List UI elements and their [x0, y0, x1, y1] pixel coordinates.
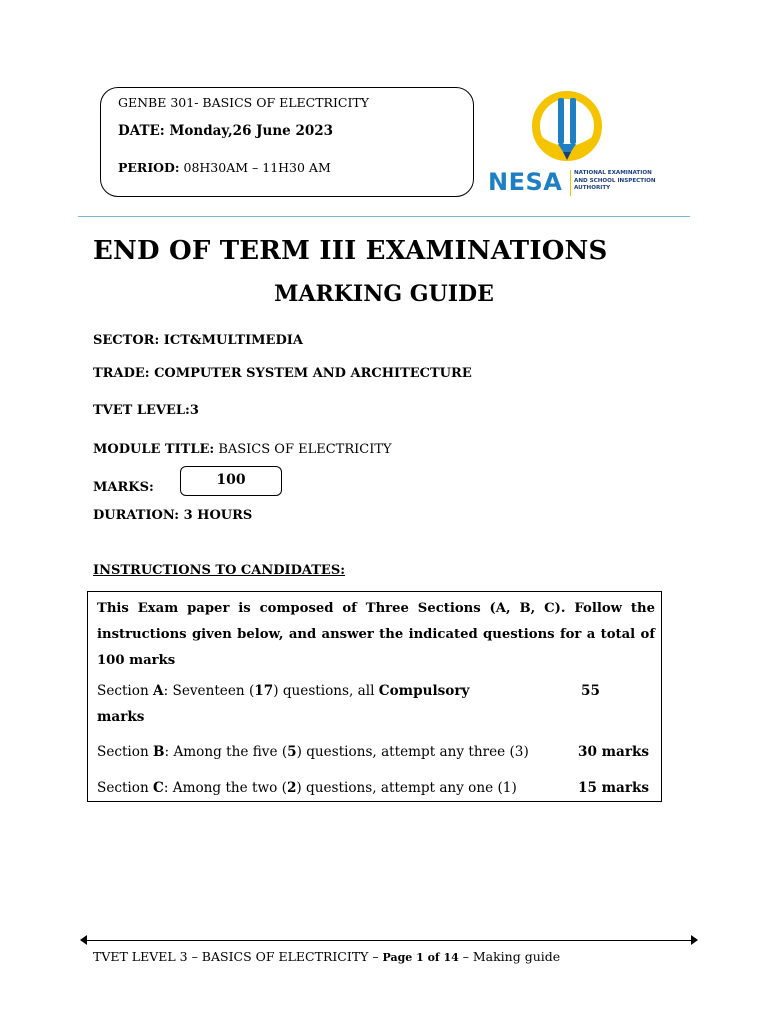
module-label: MODULE TITLE:: [93, 442, 215, 457]
marks-value: 100: [216, 472, 246, 488]
section-a-compulsory: Compulsory: [378, 683, 470, 699]
section-a-line: [97, 683, 469, 699]
footer-page: Page 1 of 14: [378, 951, 463, 964]
section-b-marks: 30 marks: [578, 744, 650, 760]
section-c-line: [97, 780, 517, 796]
section-a-count: 17: [254, 683, 274, 699]
logo-authority-name: [570, 170, 664, 196]
tvet-level-field: TVET LEVEL:3: [93, 403, 199, 418]
date-label: DATE:: [118, 123, 165, 139]
sector-field: SECTOR: ICT&MULTIMEDIA: [93, 333, 303, 348]
header-divider: [78, 216, 690, 217]
logo-line3: AUTHORITY: [574, 185, 611, 192]
marks-label: MARKS:: [93, 480, 154, 495]
period-value: 08H30AM – 11H30 AM: [183, 160, 331, 175]
logo-line2: AND SCHOOL INSPECTION: [574, 177, 656, 184]
nesa-logo: [486, 90, 662, 198]
section-b-count: 5: [287, 744, 297, 760]
trade-field: TRADE: COMPUTER SYSTEM AND ARCHITECTURE: [93, 366, 472, 381]
section-c-text1: : Among the two (: [163, 780, 287, 796]
period-label: PERIOD:: [118, 160, 180, 175]
section-b-prefix: Section: [97, 744, 154, 760]
footer-rule: [82, 940, 694, 941]
section-c-text2: ) questions, attempt any one (1): [296, 780, 517, 796]
arrow-right-icon: [691, 935, 698, 945]
section-a-text2: ) questions, all: [273, 683, 379, 699]
section-c-count: 2: [286, 780, 297, 796]
arrow-left-icon: [80, 935, 87, 945]
section-b-line: [97, 744, 529, 760]
section-c-prefix: Section: [97, 780, 154, 796]
section-a-marks-word: marks: [97, 709, 145, 725]
exam-title: END OF TERM III EXAMINATIONS: [93, 236, 608, 266]
section-b-letter: B: [153, 744, 165, 760]
footer-doc-type: – Making guide: [462, 949, 561, 964]
date-value: Monday,26 June 2023: [169, 123, 334, 139]
logo-line1: NATIONAL EXAMINATION: [574, 170, 652, 176]
exam-date: [118, 123, 333, 139]
section-c-marks: 15 marks: [578, 780, 650, 796]
instructions-heading: INSTRUCTIONS TO CANDIDATES:: [93, 563, 346, 578]
page-footer: [93, 949, 560, 964]
module-value: BASICS OF ELECTRICITY: [218, 442, 392, 457]
section-c-letter: C: [153, 780, 164, 796]
section-b-text1: : Among the five (: [164, 744, 288, 760]
section-a-marks-num: 55: [581, 683, 600, 699]
module-title-field: [93, 442, 392, 457]
course-code: GENBE 301- BASICS OF ELECTRICITY: [118, 95, 369, 110]
footer-module: TVET LEVEL 3 – BASICS OF ELECTRICITY –: [93, 949, 379, 964]
section-a-text1: : Seventeen (: [163, 683, 255, 699]
section-a-prefix: Section: [97, 683, 154, 699]
duration-field: DURATION: 3 HOURS: [93, 508, 253, 523]
logo-acronym: NESA: [488, 168, 563, 196]
section-a-letter: A: [153, 683, 164, 699]
exam-period: [118, 160, 331, 175]
section-b-text2: ) questions, attempt any three (3): [296, 744, 529, 760]
exam-subtitle: MARKING GUIDE: [274, 281, 494, 307]
instructions-intro: This Exam paper is composed of Three Sections (A, B, C). Follow the instructions given below, and answer the indicated questions for a total of 100 marks: [97, 601, 655, 668]
